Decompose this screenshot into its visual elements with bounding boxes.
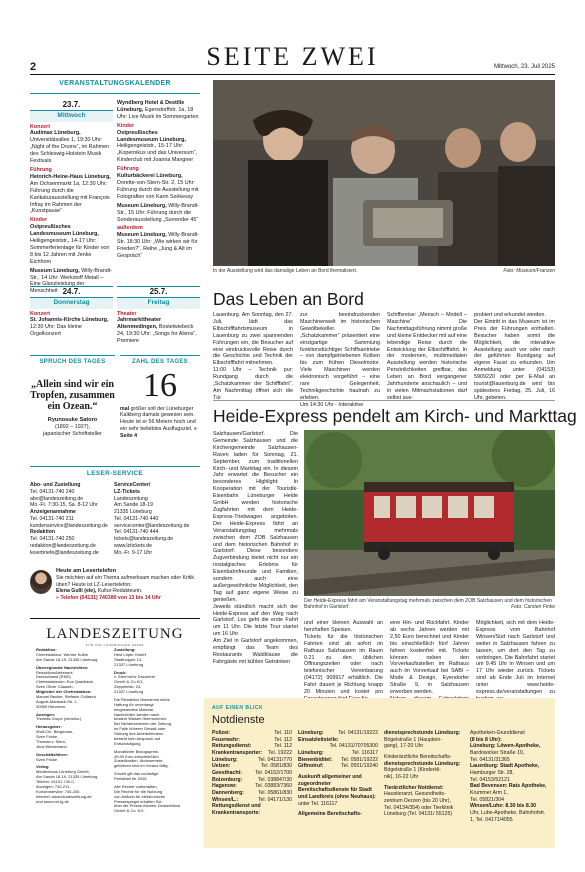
contact-heading: Heute am Lesertelefon bbox=[56, 568, 116, 574]
impressum-line: Zurzeit gilt das vorläufige bbox=[114, 771, 159, 777]
impressum-col2 bbox=[114, 648, 200, 814]
notdienst-line: zentrum Derzen (bis 20 Uhr), bbox=[384, 797, 451, 804]
impressum-line: Sven Fricke, bbox=[36, 734, 59, 739]
impressum-line: Mitglieder der Chefredaktion: bbox=[36, 689, 92, 694]
notdienst-line: dienstsprechstunde Lüneburg: bbox=[384, 760, 461, 767]
notdienst-phone: Tel. 04131/70705300 bbox=[329, 743, 378, 750]
notdienst-line: 1, Tel. 04171/4055 bbox=[470, 816, 513, 823]
impressum-line: Überregionale Nachrichten: bbox=[36, 664, 89, 670]
calendar-entry-text: Willy-Brandt-Str., 14 Uhr: Werkstoff Metall – Eine Glanzleistung der Menschheit bbox=[30, 267, 113, 295]
article2-photo-credit: Foto: Carsten Finke bbox=[511, 604, 555, 611]
calendar-venue: Jahrmarkttheater Altenmedingen, bbox=[117, 317, 162, 331]
notdienst-row bbox=[298, 743, 378, 750]
page-date: Mittwoch, 23. Juli 2025 bbox=[493, 64, 555, 70]
notdienst-row bbox=[212, 783, 292, 790]
notdienst-row bbox=[212, 810, 292, 817]
impressum-line: Medienhaus Lüneburg GmbH, bbox=[36, 769, 90, 775]
calendar-entry-text: Heiligengeiststr., 14-17 Uhr: Sommerferientage für Kinder von 8 bis 12 Jahren mit Jenke Eichhorn bbox=[30, 238, 110, 265]
impressum-line: Nachrichten werden nach bbox=[114, 711, 160, 717]
calendar-venue: Audimax Lüneburg, bbox=[30, 130, 81, 137]
impressum-line: Am Sande 18-19, 21335 Lüneburg bbox=[36, 774, 98, 780]
impressum-line: Thomas v. Stern, bbox=[36, 738, 67, 744]
notdienst-row bbox=[298, 757, 378, 764]
zahl-number: 16 bbox=[143, 366, 177, 404]
calendar-venue: Ostpreußisches Landesmuseum Lüneburg, bbox=[117, 129, 186, 143]
impressum-logo: LANDESZEITUNG bbox=[46, 626, 184, 642]
impressum-line: Herausgeber: bbox=[36, 724, 62, 730]
notdienst-label: Krankentransporte: bbox=[212, 809, 261, 816]
impressum-line: Verlag: bbox=[36, 764, 50, 770]
zahl-text bbox=[120, 406, 200, 440]
calendar-entry-text: Am Ochsenmarkt 1a, 12:30 Uhr: Führung durch die Karikaturausstellung mit François Infray im Rahmen der „Kunstpause“ bbox=[30, 180, 110, 215]
impressum-line: RedaktionsNetzwerk bbox=[36, 669, 73, 675]
notdienst-phone: Tel. 0581/19222 bbox=[341, 756, 378, 763]
article2-col2: und einer kleinen Auswahl an herzhaften Speisen. Tickets für die historischen Fahrten sind ab sofort im Rathaus Salzhausen im Raum 0.21 zu den üblichen Öffnungszeiten oder nach telefonischer Vereinbarung (04172) 909917 erhältlich. Die Fahrt dauert je Richtung knapp 20 Minuten und kostet pro bbox=[304, 620, 383, 696]
calendar-entry bbox=[117, 173, 200, 201]
notdienst-phone: Tel. 03883/7360 bbox=[255, 783, 292, 790]
calendar-venue: Wyndberg Hotel & Destille Lüneburg, bbox=[117, 100, 185, 113]
calendar bbox=[30, 80, 200, 94]
notdienst-line: Kinderärztliche Bereitschafts- bbox=[384, 753, 452, 760]
impressum-line: im Falle höherer Gewalt oder bbox=[114, 726, 166, 732]
notdienst-label: Boizenburg: bbox=[212, 776, 243, 783]
notdienst-label: Feuerwehr: bbox=[212, 736, 240, 743]
notdienst-line: Bardowicker Straße 19, bbox=[470, 749, 525, 756]
impressum-line: Zustellkosten. Abonnement- bbox=[114, 758, 164, 764]
notdienst-line: dienstsprechstunde Lüneburg: bbox=[384, 730, 461, 736]
notdienst-line: Lauenburg: Stadt Apotheke, bbox=[470, 763, 540, 770]
day1-name: Mittwoch bbox=[30, 111, 113, 121]
impressum-line: Bei Nichterscheinen der Zeitung bbox=[114, 721, 171, 727]
notdienst-phone: Tel. 04131/19222 bbox=[338, 730, 378, 736]
service-label: Abo- und Zustellung bbox=[30, 482, 81, 488]
notdienst-row bbox=[298, 811, 378, 818]
notdienste-heading: Notdienste bbox=[212, 714, 265, 726]
impressum-line: 30559 Hannover bbox=[36, 703, 66, 709]
article1-photo-art bbox=[213, 80, 555, 266]
article2-caption-text: Der Heide-Express fährt am Veranstaltungstag mehrmals zwischen dem ZOB Salzhausen und dem historischen Bahnhof in Garlstorf. bbox=[304, 598, 552, 611]
notdienst-phone: Tel. 0581/830 bbox=[260, 763, 292, 770]
notdienst-label: Lüneburg: bbox=[298, 730, 324, 736]
impressum-line: besteht kein Anspruch auf bbox=[114, 735, 161, 741]
notdienst-row bbox=[212, 777, 292, 784]
impressum-line: Zeppelinstr. 24, bbox=[114, 684, 142, 690]
impressum-line: gebühren sind im Voraus fällig. bbox=[114, 763, 169, 769]
calendar-entry-text: Willy-Brandt-Str., 15 Uhr: Führung durch die Sonderausstellung „Surrender 45“ bbox=[117, 202, 200, 223]
service-value: servicecenter@landeszeitung.de bbox=[114, 522, 190, 529]
spruch-heading: SPRUCH DES TAGES bbox=[39, 359, 106, 365]
impressum-line: Anzeigen: 740-211, bbox=[36, 783, 71, 789]
notdienst-label: Allgemeine Bereitschafts- bbox=[298, 811, 362, 818]
calendar-entry bbox=[117, 317, 200, 345]
impressum-line: Wolf-Chr. Bergmann, bbox=[36, 729, 74, 735]
notdienst-label: Krankentransporter: bbox=[212, 749, 263, 756]
notdienst-line: Krummer Arm 1, bbox=[470, 789, 508, 796]
contact-phone[interactable]: » Telefon (04131) 740380 von 13 bis 14 Uhr bbox=[56, 595, 161, 602]
notdienst-line: Haustierarzt, Gesundheits- bbox=[384, 791, 446, 798]
zahl-text-body: größer soll der Lüneburger Kalkberg damals gewesen sein. Heute ist er 56 Metern hoch und ein sehr beliebtes Ausflugsziel. bbox=[120, 405, 196, 432]
notdienst-row bbox=[212, 730, 292, 737]
leser-right bbox=[114, 482, 202, 556]
impressum-line: Am Sande 18-19, 21335 Lüneburg bbox=[36, 656, 98, 662]
notdienst-phone: Tel. 05861/830 bbox=[257, 789, 292, 796]
notdienst-line: Apotheken-Grunddienst bbox=[470, 730, 525, 736]
day3-name: Freitag bbox=[117, 298, 200, 308]
notdienst-line: Bögelstraße 1 (Hauptein- bbox=[384, 736, 442, 743]
notdienst-label: Bienenbiditel: bbox=[298, 756, 333, 763]
notdienst-phone: Tel. 112 bbox=[274, 743, 292, 750]
notdienste-col3 bbox=[384, 730, 464, 818]
notdienst-phone: Tel. 04171/130 bbox=[257, 796, 292, 803]
service-value: Tel. 04131-740 440 bbox=[114, 515, 159, 522]
article1-col1: Lauenburg. Am Sonntag, den 27. Juli, lädt das Elbschifffahrtsmuseum in Lauenburg zu zwei spannenden Führungen ein, die Besucher auf eine eindrucksvolle Reise durch die Geschichte und Technik der Elbschifffahrt mitnehmen. 11:00 Uhr – Technik pur: Rundgang durch die „Schatzkammer der Schifffahrt“. Am Nachmittag öffnet sich die Tür bbox=[213, 312, 293, 401]
calendar-venue: Museum Lüneburg, bbox=[117, 232, 167, 239]
calendar-col1 bbox=[30, 100, 113, 297]
impressum-line: GmbH & Co. KG. bbox=[114, 808, 145, 814]
service-label: Anzeigenannahme bbox=[30, 509, 76, 515]
notdienst-line: Lüneburg (Tel. 04131/ 55125) bbox=[384, 811, 453, 818]
spruch-role: japanischer Schriftsteller bbox=[43, 430, 102, 437]
calendar-category: Konzert bbox=[30, 310, 51, 317]
calendar-venue: Heinrich-Heine-Haus Lüneburg, bbox=[30, 173, 111, 180]
notdienst-phone: Tel. 0551/19240 bbox=[341, 763, 378, 770]
notdienst-label: Giftnotruf: bbox=[298, 763, 324, 770]
article2-col3: eine Hin- und Rückfahrt. Kinder ab sechs Jahren werden mit 2,50 Euro berechnet und Kinder bis einschließlich fünf Jahren fahren kostenfrei mit. Tickets können neben den Vorverkaufsstellen im Rathaus auch im Vorverkauf bei SABI – Mode & Design, Eyendorfer Straße 9, in Salzhausen erworben werden. bbox=[390, 620, 469, 696]
notdienst-label: Lüneburg: bbox=[298, 749, 324, 756]
impressum-line: Anzeigen: bbox=[36, 711, 56, 717]
article2-caption bbox=[304, 598, 555, 611]
notdienst-label: Winsen/L.: bbox=[212, 796, 239, 803]
calendar-venue: St. Johannis-Kirche Lüneburg, bbox=[30, 317, 109, 324]
notdienst-line: Tel. 04131/31365 bbox=[470, 756, 510, 763]
impressum-line: Monatlicher Bezugspreis: bbox=[114, 748, 159, 754]
service-value: Landeszeitung bbox=[114, 495, 148, 502]
service-value: Tel. 04131-740 240 bbox=[30, 488, 75, 495]
calendar-venue: Kulturbäckerei Lüneburg, bbox=[117, 173, 183, 180]
service-value: 21335 Lüneburg bbox=[114, 509, 152, 515]
article2-col4: Möglichkeit, sich mit dem Heide-Express vom Bahnhof Winsen/Süd nach Garlstorf und weiter in Salzhausen fahren zu lassen, um dort den Tag zu verbringen. Die Bahnfahrt startet um 9.45 Uhr in Winsen und um 17 Uhr wieder zurück. Tickets sind ab Ende Juli im Internet unter www.heide-express.de/veranstaltungen zu bbox=[476, 620, 555, 696]
spruch-author: Ryunosuke Satoro bbox=[47, 416, 98, 423]
calendar-entry-text: Universitätsallee 1, 19:30 Uhr: „Night of the Drums“, im Rahmen des Schleswig-Holstein Musik Festivals bbox=[30, 137, 110, 165]
notdienst-line: gang), 17-20 Uhr bbox=[384, 743, 424, 750]
calendar-entry bbox=[30, 130, 113, 165]
avatar bbox=[30, 570, 52, 594]
article1-caption-text: In der Ausstellung wird das damalige Leben an Bord thematisiert. bbox=[213, 268, 358, 274]
notdienst-row bbox=[298, 730, 378, 737]
notdienst-row bbox=[212, 757, 292, 764]
notdienste-kicker: AUF EINEN BLICK bbox=[212, 705, 264, 711]
leser-service bbox=[30, 466, 200, 478]
notdienst-phone: Tel. 19222 bbox=[268, 749, 292, 756]
contact-text: Sie möchten auf ein Thema aufmerksam machen oder Kritik üben? Heute ist LZ-Lesertelefon: bbox=[56, 575, 195, 588]
day2-name: Donnerstag bbox=[30, 298, 113, 308]
notdienst-phone: unter Tel. 116117 bbox=[298, 800, 338, 807]
service-value: Am Sande 18-19 bbox=[114, 502, 153, 509]
leser-heading: LESER-SERVICE bbox=[86, 470, 144, 477]
calendar-entry bbox=[30, 224, 113, 265]
notdienst-row bbox=[212, 743, 292, 750]
notdienst-row bbox=[298, 774, 378, 807]
calendar-entry-text: Heiligengeiststr., 15-17 Uhr: „Kopernikus und das Universum“, Kinderclub mit Joanna Mangner bbox=[117, 143, 197, 164]
day2-date: 24.7. bbox=[62, 287, 81, 296]
service-value: kundenservice@landeszeitung.de bbox=[30, 522, 108, 529]
impressum-line: Entschädigung. bbox=[114, 740, 142, 746]
article2-photo bbox=[304, 430, 555, 596]
service-value: Mo.-Fr. 7:30-15, Sa. 8-12 Uhr bbox=[30, 502, 98, 509]
calendar-entry bbox=[117, 130, 200, 165]
zahl-box bbox=[120, 355, 200, 440]
notdienst-row bbox=[298, 737, 378, 744]
impressum-col1 bbox=[36, 648, 114, 804]
impressum-line: GmbH & Co KG, bbox=[114, 679, 144, 685]
impressum-line: von Artikeln für elektronische bbox=[114, 793, 166, 799]
impressum-line: Heid Löper GmbH, bbox=[114, 651, 148, 657]
service-value: Mo.-Fr. 9-17 Uhr bbox=[114, 549, 153, 556]
zahl-text-bold: mal bbox=[120, 405, 130, 412]
impressum-line: 49,90 Euro einschließlich bbox=[114, 753, 159, 759]
notdienste-col2 bbox=[298, 730, 378, 818]
calendar-entry bbox=[117, 203, 200, 224]
impressum-line: Telefon: 04131 740-0, bbox=[36, 779, 75, 784]
impressum-line: eingesandtes Material. bbox=[114, 706, 155, 712]
service-label: Redaktion bbox=[30, 529, 56, 536]
spruch-box bbox=[30, 355, 115, 438]
notdienst-row bbox=[212, 790, 292, 797]
impressum-line: 21337 Lüneburg bbox=[114, 689, 144, 694]
notdienst-label: Auskunft allgemeiner und zugeordneter Bereitschaftsdienste für Stadt und Landkreis (ohne Neuhaus): bbox=[298, 773, 376, 800]
calendar-venue: Museum Lüneburg, bbox=[30, 267, 80, 274]
impressum bbox=[30, 618, 200, 648]
calendar-category: Konzert bbox=[30, 123, 51, 130]
notdienst-line: Winsen/Luhe: 8.30 bis 8.30 bbox=[470, 803, 536, 810]
article2-col1: Salzhausen/Garlstorf. Die Gemeinde Salzhausen und die Kirchengemeinde Salzhausen-Raven laden für Sonntag, 21. September, zum traditionellen Kirch- und Markttag ein. In diesem Jahr erwartet die Besucher ein besonderes Highlight: In Kooperation mit der Touristik-Eisenbahn Lüneburger Heide GmbH werden historische Zugfahrten mit dem Heide-Express-Triebwagen angeboten. Der Heide-Express fährt an Veranstaltungstag mehrmals zwischen dem ZOB Salzhausen und dem historischen Bahnhof in Garlstorf. Diese besondere Zugverbindung bietet nicht nur ein nostalgisches Erlebnis für Eisenbahnfreunde und Familien, sondern auch eine außergewöhnliche Möglichkeit, den Tag auf ganz eigene Weise zu genießen. Jeweils stündlich macht sich der Heide-Express auf den Weg nach Garlstorf. Los geht die erste Fahrt um 11 Uhr. Die letzte Tour startet um 16 Uhr. Am Ziel in Garlstorf angekommen, empfängt das Team des Restaurants Waldklause die Fahrgäste mit kühlen Getränken bbox=[213, 431, 298, 665]
spruch-years: (1892 – 1927), bbox=[54, 423, 91, 430]
impressum-logo-sub: FÜR DIE LÜNEBURGER HEIDE bbox=[85, 643, 145, 648]
impressum-line: Stadthoppel 13, bbox=[114, 656, 143, 662]
impressum-line: Die Redaktion übernimmt keine bbox=[114, 696, 170, 702]
impressum-line: Internet: www.landeszeitung.de bbox=[36, 793, 92, 799]
contact-role: Kultur-Redakteurin. bbox=[96, 588, 143, 595]
notdienste-col4 bbox=[470, 730, 550, 823]
page-number: 2 bbox=[30, 61, 37, 73]
notdienst-label: Rettungsdienst: bbox=[212, 743, 252, 750]
impressum-line: v. Stern'sche Druckerei bbox=[114, 674, 155, 680]
calendar-category: Führung bbox=[30, 166, 52, 173]
notdienst-row bbox=[298, 763, 378, 770]
day2-block bbox=[30, 286, 113, 340]
notdienst-line: Uhr, Luhe-Apotheke, Bahnhofstr. bbox=[470, 809, 546, 816]
article1-col2: zur beeindruckenden Maschinenwelt im historischen Gewölbekeller. Die „Schatzkammer“ präsentiert eine einzigartige Sammlung funktionstüchtiger Schiffsantriebe – von dampfgetriebenen Kolben bis zum frühen Dieselmotor. Viele Maschinen werden elektronisch vorgeführt – eine rare Gelegenheit, Technikgeschichte hautnah zu erleben. Um 14:30 Uhr - Interaktive bbox=[300, 312, 380, 408]
notdienst-row bbox=[212, 750, 292, 757]
notdienst-line: (8 bis 8 Uhr): bbox=[470, 736, 502, 743]
calendar-venue: Museum Lüneburg, bbox=[117, 202, 167, 209]
impressum-line: Pressespiegel erhalten Sie bbox=[114, 798, 162, 804]
service-value: redaktion@landeszeitung.de bbox=[30, 542, 96, 549]
service-value: Tel. 04131-740 211 bbox=[30, 515, 75, 522]
article1-col3: Schiffsreise: „Mensch – Modell – Maschine“ Die Nachmittagsführung nimmt große und kleine Entdecker mit auf eine lebendige Reise durch die Entwicklung der Elbschifffahrt. In der modernen, multimedialen Ausstellung werden historische Persönlichkeiten greifbar, das Leben an Bord vergangener Jahrhunderte anschaulich – und in vielen Mitmachstationen darf selbst aus- bbox=[387, 312, 467, 401]
impressum-line: Redaktion: bbox=[36, 647, 57, 652]
notdienst-line: Hamburger Str. 28, bbox=[470, 769, 514, 776]
notdienste-box bbox=[204, 698, 555, 848]
impressum-line: Zustellung: bbox=[114, 647, 136, 652]
calendar-entry bbox=[30, 317, 113, 338]
calendar-venue: Ostpreußisches Landesmuseum Lüneburg, bbox=[30, 224, 99, 238]
article-divider bbox=[213, 400, 555, 401]
service-value: Tel. 04131-740 444 bbox=[114, 529, 159, 536]
notdienst-label: Einsatzleitstelle: bbox=[298, 736, 339, 743]
notdienst-label: Hagenow: bbox=[212, 783, 237, 790]
notdienst-label: Polizei: bbox=[212, 730, 231, 736]
impressum-line: Preisblatt für 2025. bbox=[114, 776, 148, 781]
impressum-line: Die Rechte für die Nutzung bbox=[114, 788, 163, 794]
service-value: tickets@landeszeitung.de bbox=[114, 536, 174, 542]
notdienst-label: Lüneburg: bbox=[212, 756, 238, 763]
notdienst-row bbox=[212, 770, 292, 777]
spruch-quote: „Allein sind wir ein Tropfen, zusammen ein Ozean.“ bbox=[30, 378, 115, 412]
service-label: LZ-Tickets bbox=[114, 488, 140, 495]
service-label: ServiceCenter/ bbox=[114, 482, 151, 488]
impressum-line: Deutschland (RND) bbox=[36, 674, 71, 680]
impressum-line: Geschäftsführer: bbox=[36, 751, 69, 757]
notdienst-line: Bögelstraße 1 (Kinderkli- bbox=[384, 767, 442, 774]
notdienst-phone: Tel. 110 bbox=[274, 730, 292, 736]
service-value: Tel. 04131-740 250 bbox=[30, 536, 75, 542]
calendar-entry bbox=[117, 100, 200, 121]
zahl-heading: ZAHL DES TAGES bbox=[132, 359, 188, 365]
impressum-line: Druck: bbox=[114, 669, 127, 675]
article2-photo-art bbox=[304, 430, 555, 596]
impressum-line: Haftung für unverlangt bbox=[114, 701, 154, 707]
calendar-heading: VERANSTALTUNGSKALENDER bbox=[59, 80, 171, 87]
notdienst-row bbox=[212, 797, 292, 804]
calendar-category: Theater bbox=[117, 310, 137, 317]
service-value: www.lztickets.de bbox=[114, 542, 153, 549]
article1-headline: Das Leben an Bord bbox=[213, 289, 364, 309]
notdienst-label: Uelzen: bbox=[212, 763, 231, 770]
day3-block bbox=[117, 286, 200, 347]
service-value: abo@landeszeitung.de bbox=[30, 495, 84, 502]
zahl-link[interactable]: » Seite 4 bbox=[120, 425, 197, 439]
calendar-category: außerdem bbox=[117, 225, 143, 232]
day3-date: 25.7. bbox=[149, 287, 168, 296]
notdienst-line: Tierärztlicher Notdienst: bbox=[384, 784, 444, 791]
notdienst-row bbox=[298, 750, 378, 757]
calendar-entry-text: Bostelwiebeck 24, 19:30 Uhr: „Songs for Aliens“, Premiere bbox=[117, 324, 197, 345]
contact-name: Elena Gulli (ele), bbox=[56, 588, 97, 595]
impressum-line: Chefredakteur: Werner Kolbe bbox=[36, 651, 88, 657]
lesertelefon bbox=[30, 568, 200, 602]
notdienst-label: Dannenberg: bbox=[212, 789, 244, 796]
service-value: leserbriefe@landeszeitung.de bbox=[30, 549, 99, 556]
notdienst-row bbox=[212, 737, 292, 744]
impressum-line: und www.mh-lg.de bbox=[36, 798, 69, 804]
notdienst-row bbox=[212, 763, 292, 770]
impressum-line: Sven Fricke bbox=[36, 756, 58, 762]
calendar-entry-text: 12:30 Uhr: Das kleine Orgelkonzert bbox=[30, 324, 82, 338]
notdienst-phone: Tel. 112 bbox=[274, 736, 292, 743]
notdienst-line: Tel. 04153/52121 bbox=[470, 776, 510, 783]
impressum-line: über die Presse-Monitor Deutschland bbox=[114, 803, 181, 809]
notdienst-line: Tel. 05821/304 bbox=[470, 796, 505, 803]
impressum-line: Störung des Arbeitsfriedens bbox=[114, 731, 164, 736]
impressum-line: Chefredakteurin: Eva Quadbeck, bbox=[36, 679, 95, 685]
impressum-line: August-Madsack-Str. 1, bbox=[36, 698, 78, 704]
impressum-line: Thomas Grupe (verantw.) bbox=[36, 716, 82, 722]
impressum-line: Alle Rechte vorbehalten. bbox=[114, 783, 158, 789]
calendar-col2 bbox=[117, 100, 200, 262]
notdienst-phone: Tel. 04152/1700 bbox=[255, 769, 292, 776]
header-rule bbox=[30, 74, 555, 75]
notdienst-label: Rettungsdienst und bbox=[212, 803, 261, 810]
day1-date: 23.7. bbox=[62, 100, 81, 109]
article1-col4: probiert und erkundet werden. Der Eintritt in das Museum ist im Preis der Führungen enthalten. Besucher haben somit die Möglichkeit, die interaktive Ausstellung auch vor oder nach der geführten Rundgang auf eigene Faust zu erkunden. Um Anmeldung unter (04153) 5909220 oder per E-Mail an tourist@lauenburg.de wird bis spätestens Freitag, 25. Juli, 16 Uhr, gebeten. bbox=[474, 312, 555, 401]
notdienst-label: Geesthacht: bbox=[212, 769, 242, 776]
calendar-entry bbox=[117, 232, 200, 260]
calendar-category: Kinder bbox=[117, 122, 135, 129]
article2-headline: Heide-Express pendelt am Kirch- und Markttag bbox=[213, 406, 577, 426]
impressum-line: Jens Wiesemann bbox=[36, 743, 67, 749]
impressum-line: Sven Oliver Clausen. bbox=[36, 684, 74, 690]
notdienst-phone: Tel. 038847/30 bbox=[257, 776, 292, 783]
article1-photo bbox=[213, 80, 555, 266]
article1-photo-credit: Foto: Museum/Franzen bbox=[503, 268, 555, 274]
notdienst-line: nik), 16-22 Uhr bbox=[384, 773, 419, 780]
notdienst-phone: Tel. 04131/770 bbox=[257, 756, 292, 763]
calendar-category: Kinder bbox=[30, 217, 48, 224]
impressum-line: bestem Wissen übernommen. bbox=[114, 716, 168, 722]
calendar-category: Führung bbox=[117, 166, 139, 173]
calendar-entry-text: Dorette-von-Stern-Str. 2, 15 Uhr: Führung durch die Ausstellung mit Fotografien von Karin Székessy bbox=[117, 179, 199, 200]
notdienst-row bbox=[212, 803, 292, 810]
impressum-line: 21337 Lüneburg bbox=[114, 661, 144, 667]
impressum-line: Kundenservice: 740-240, bbox=[36, 788, 81, 794]
calendar-entry-text: Willy-Brandt-Str. 18:30 Uhr: „Wie wirken wir für Frieden?“, Reihe „Jung & Alt im Gespräch“ bbox=[117, 232, 200, 260]
notdienste-col1 bbox=[212, 730, 292, 817]
page-title: SEITE ZWEI bbox=[206, 42, 379, 71]
impressum-line: Manuel Becker, Stefanie Gollasch bbox=[36, 693, 97, 699]
leser-left bbox=[30, 482, 113, 556]
notdienst-line: Bad Bevensen: Rats Apotheke, bbox=[470, 783, 547, 790]
notdienst-phone: Tel. 116117 bbox=[351, 749, 378, 756]
calendar-entry-text: Egersdorffstr. 1a, 18 Uhr: Live Musik im Sommergarten bbox=[117, 106, 199, 120]
notdienst-line: Lüneburg: Löwen-Apotheke, bbox=[470, 743, 541, 750]
notdienst-line: Tel. 04134/354) oder Tierklinik bbox=[384, 804, 454, 811]
calendar-entry bbox=[30, 174, 113, 215]
article1-caption bbox=[213, 268, 555, 274]
